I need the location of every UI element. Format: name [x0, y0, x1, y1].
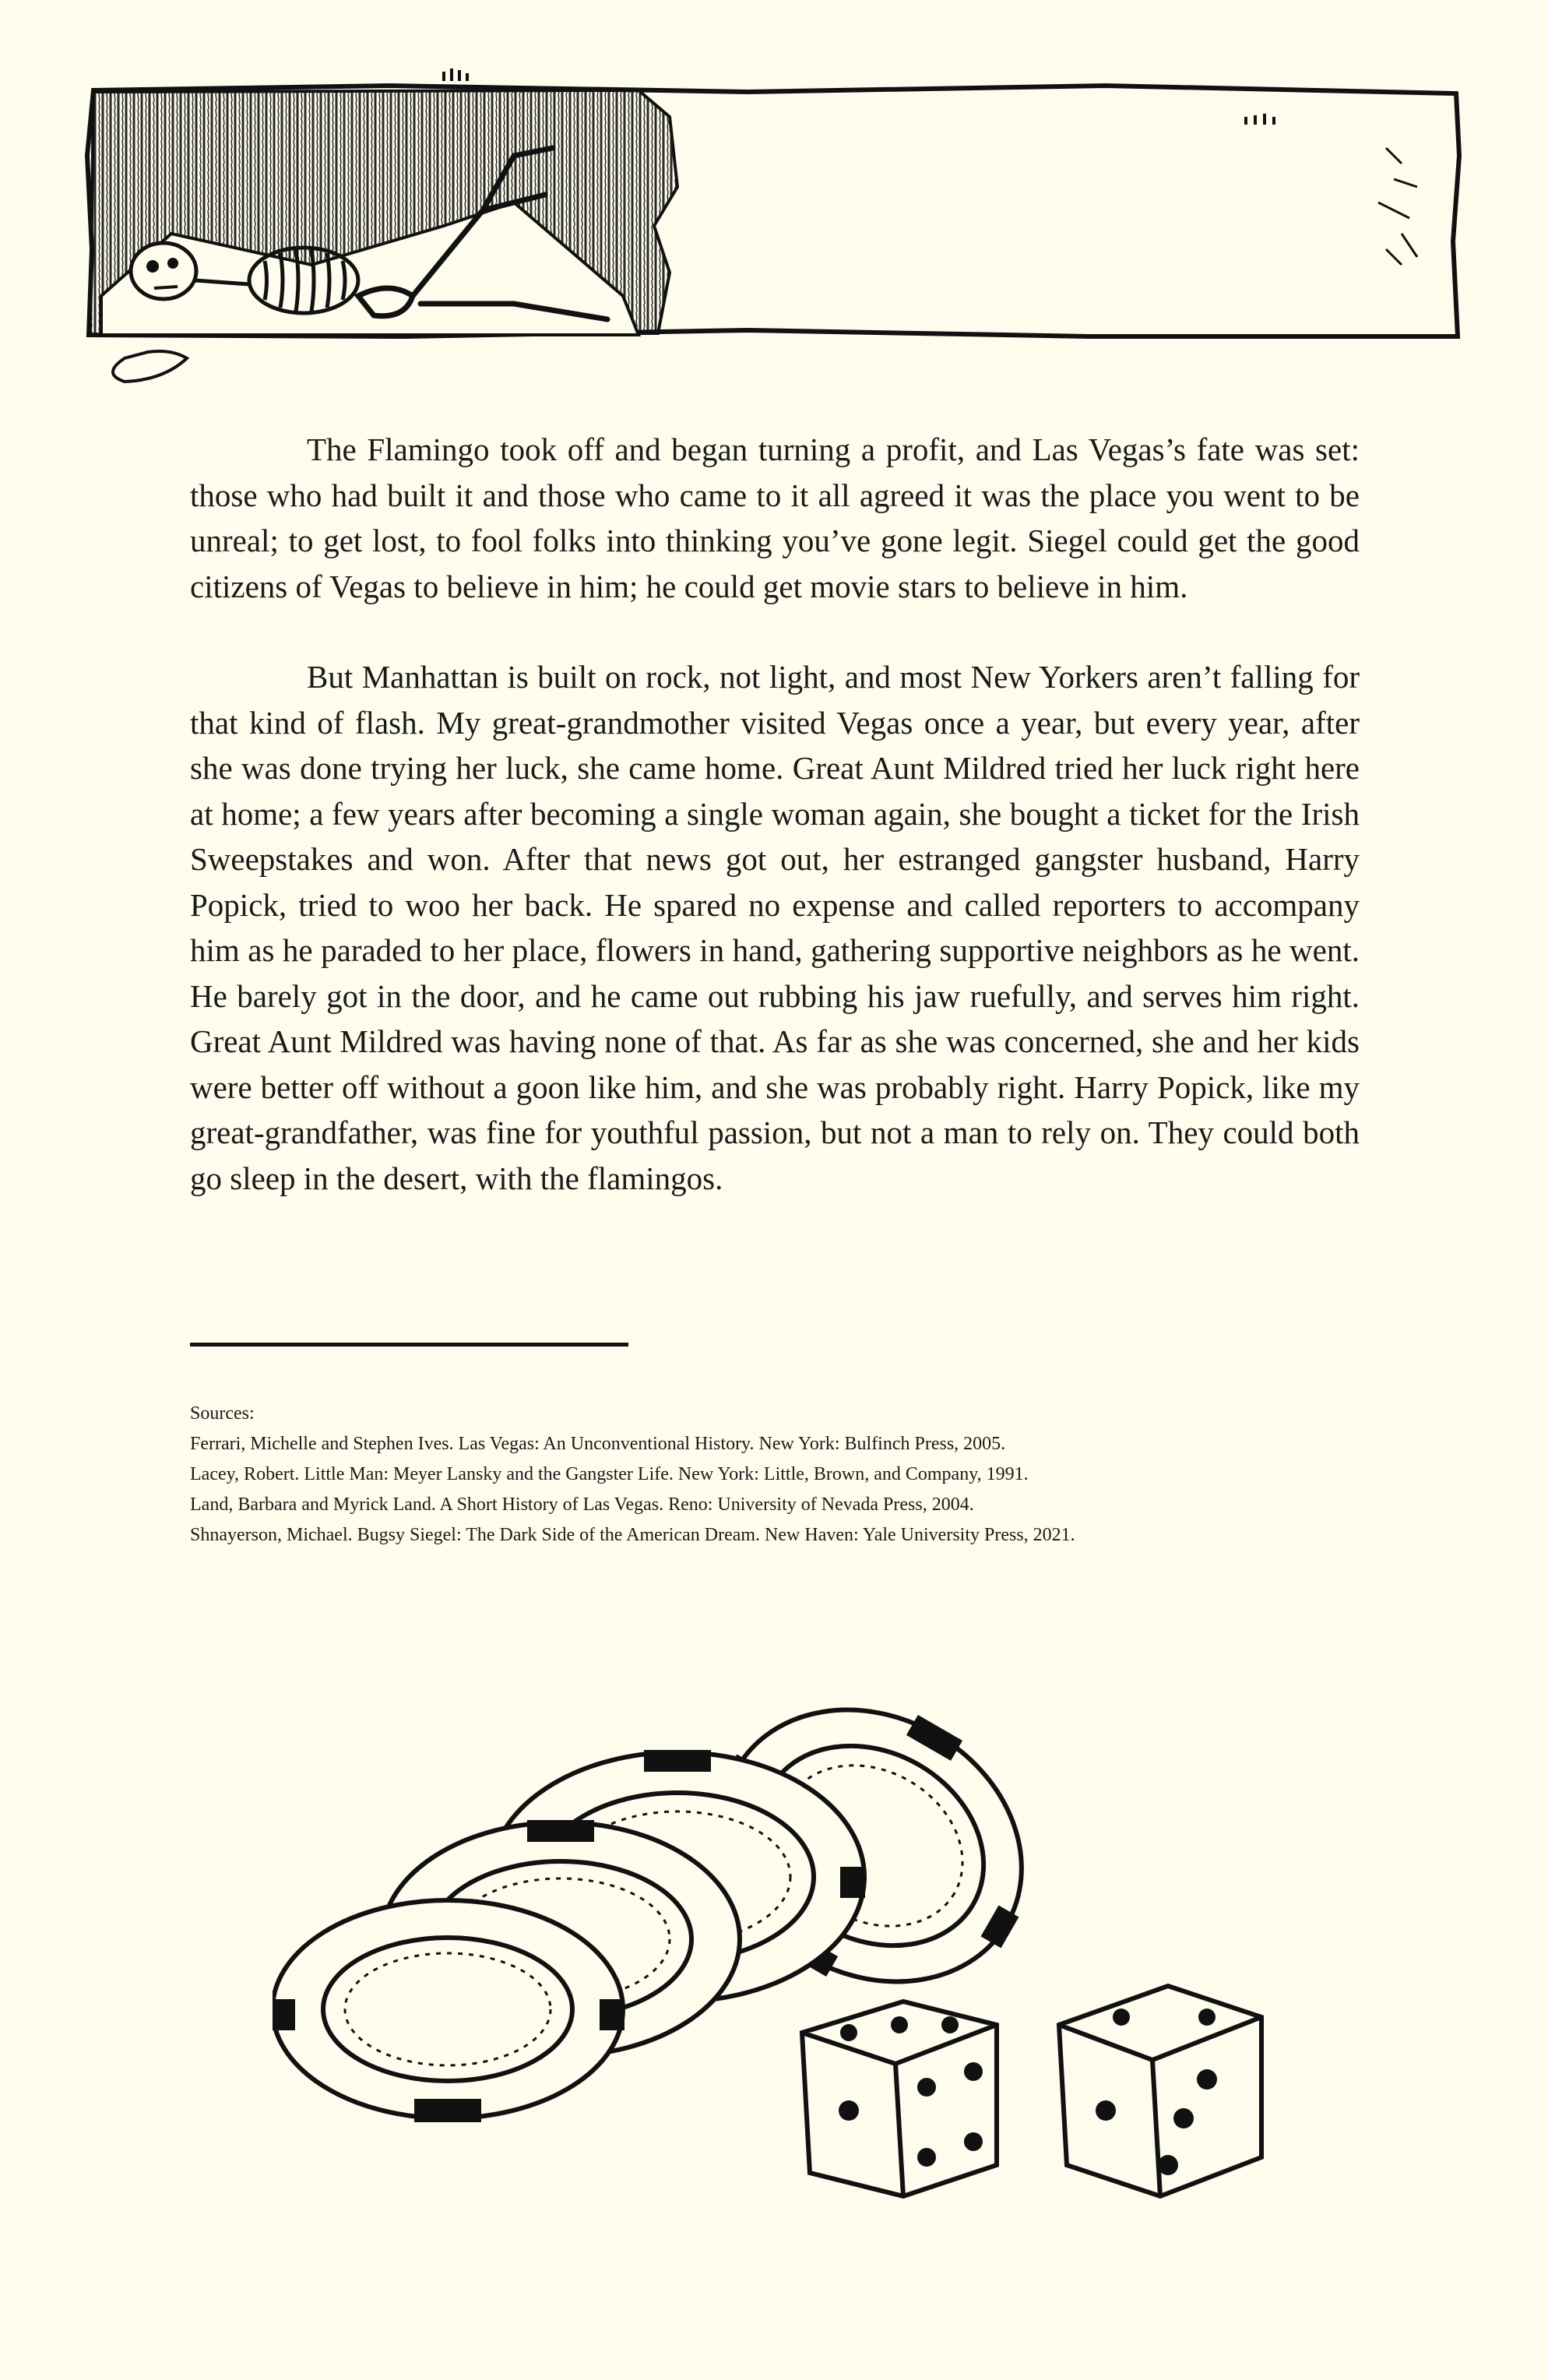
source-entry: Lacey, Robert. Little Man: Meyer Lansky and the Gangster Life. New York: Little, Brown, and Company, 1991.: [190, 1464, 1029, 1484]
article-body: [190, 427, 1360, 1246]
source-entry: Ferrari, Michelle and Stephen Ives. Las Vegas: An Unconventional History. New York: Bulfinch Press, 2005.: [190, 1434, 1006, 1454]
paragraph-2: But Manhattan is built on rock, not light, and most New Yorkers aren’t falling for that kind of flash. My great-grandmother visited Vegas once a year, but every year, after she was done trying her luck, she came home. Great Aunt Mildred tried her luck right here at home; a few years after becoming a single woman again, she bought a ticket for the Irish Sweepstakes and won. After that news got out, her estranged gangster husband, Harry Popick, tried to woo her back. He spared no expense and called reporters to accompany him as he paraded to her place, flowers in hand, gathering supportive neighbors as he went. He barely got in the door, and he came out rubbing his jaw ruefully, and serves him right. Great Aunt Mildred was having none of that. As far as she was concerned, she and her kids were better off without a goon like him, and she was probably right. Harry Popick, like my great-grandfather, was fine for youthful passion, but not a man to rely on. They could both go sleep in the desert, with the flamingos.: [190, 659, 1360, 1196]
chips-and-dice-illustration: [273, 1659, 1285, 2220]
skeleton-banner-illustration: [78, 62, 1472, 389]
source-entry: Shnayerson, Michael. Bugsy Siegel: The Dark Side of the American Dream. New Haven: Yale University Press, 2021.: [190, 1525, 1075, 1545]
source-entry: Land, Barbara and Myrick Land. A Short History of Las Vegas. Reno: University of Nevada Press, 2004.: [190, 1495, 974, 1515]
paragraph-1: The Flamingo took off and began turning a profit, and Las Vegas’s fate was set: those who had built it and those who came to it all agreed it was the place you went to be unreal; to get lost, to fool folks into thinking you’ve gone legit. Siegel could get the good citizens of Vegas to believe in him; he could get movie stars to believe in him.: [190, 431, 1360, 604]
sources-heading: Sources:: [190, 1403, 255, 1424]
sources-list: [190, 1399, 1360, 1551]
footnote-divider: [190, 1343, 628, 1347]
